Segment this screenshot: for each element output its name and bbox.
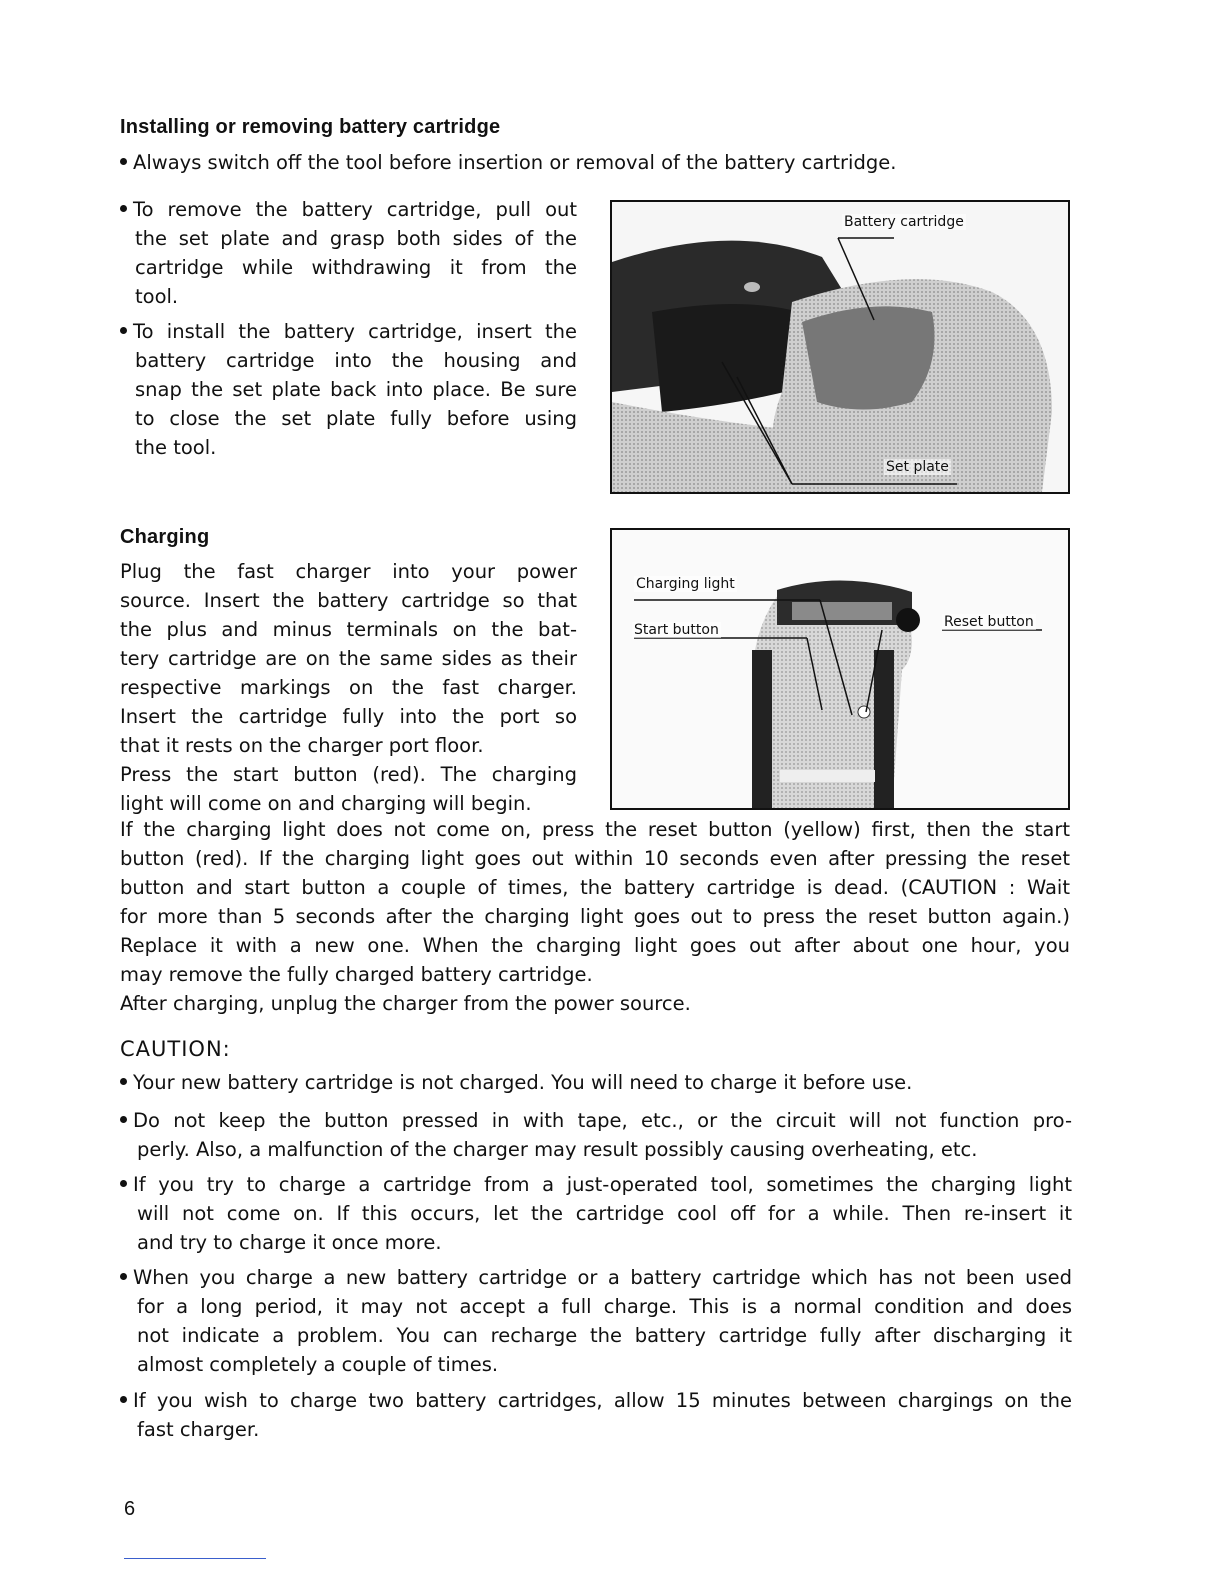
section-heading-installing: Installing or removing battery cartridge	[120, 116, 501, 138]
caution-item-1: Your new battery cartridge is not charged. You will need to charge it before use.	[120, 1068, 1072, 1097]
caution-item-4: When you charge a new battery cartridge or a battery cartridge which has not been used for a long period, it may not accept a full charge. This is a normal condition and does not indicate a problem. You can recharge the battery cartridge fully after discharging it almost completely a couple of times.	[120, 1263, 1072, 1379]
bullet-icon	[120, 1396, 127, 1403]
label-start-button: Start button	[634, 622, 719, 638]
bullet-icon	[120, 327, 127, 334]
battery-cartridge-photo	[610, 200, 1070, 494]
caution-item-3: If you try to charge a cartridge from a just-operated tool, sometimes the charging light will not come on. If this occurs, let the cartridge cool off for a while. Then re-insert it and try to charge it once more.	[120, 1170, 1072, 1257]
bullet-icon	[120, 1116, 127, 1123]
section-heading-charging: Charging	[120, 526, 210, 548]
bullet-icon	[120, 158, 127, 165]
label-reset-button: Reset button	[944, 614, 1034, 630]
label-charging-light: Charging light	[636, 576, 735, 592]
bullet-remove: To remove the battery cartridge, pull out the set plate and grasp both sides of the cartridge while withdrawing it from the tool.	[120, 195, 577, 311]
bullet-icon	[120, 205, 127, 212]
page-number: 6	[124, 1498, 136, 1520]
bullet-install: To install the battery cartridge, insert the battery cartridge into the housing and snap the set plate back into place. Be sure to close the set plate fully before using the tool.	[120, 317, 577, 462]
label-battery-cartridge: Battery cartridge	[844, 214, 964, 230]
bullet-icon	[120, 1273, 127, 1280]
intro-line: Always switch off the tool before insertion or removal of the battery cartridge.	[120, 148, 1080, 177]
charging-full-text: If the charging light does not come on, press the reset button (yellow) first, then the start button (red). If the charging light goes out within 10 seconds even after pressing the reset button and start button a couple of times, the battery cartridge is dead. (CAUTION : Wait for more than 5 seconds after the charging light goes out to press the reset button again.) Replace it with a new one. When the charging light goes out after about one hour, you may remove the fully charged battery cartridge. After charging, unplug the charger from the power source.	[120, 818, 1070, 1015]
caution-item-2: Do not keep the button pressed in with tape, etc., or the circuit will not function pro- perly. Also, a malfunction of the charger may result possibly causing overheating, etc.	[120, 1106, 1072, 1164]
charging-left-text: Plug the fast charger into your power source. Insert the battery cartridge so that the plus and minus terminals on the bat- tery cartridge are on the same sides as their respective markings on the fast charger. Insert the cartridge fully into the port so that it rests on the charger port floor. Press the start button (red). The charging light will come on and charging will begin.	[120, 560, 577, 815]
label-set-plate: Set plate	[886, 459, 949, 475]
caution-item-5: If you wish to charge two battery cartridges, allow 15 minutes between chargings on the fast charger.	[120, 1386, 1072, 1444]
bullet-icon	[120, 1078, 127, 1085]
battery-photo-illustration	[612, 202, 1068, 492]
charger-photo	[610, 528, 1070, 810]
charger-photo-illustration	[612, 530, 1068, 808]
caution-heading: CAUTION:	[120, 1037, 231, 1061]
bullet-icon	[120, 1180, 127, 1187]
footer-rule	[124, 1558, 266, 1559]
